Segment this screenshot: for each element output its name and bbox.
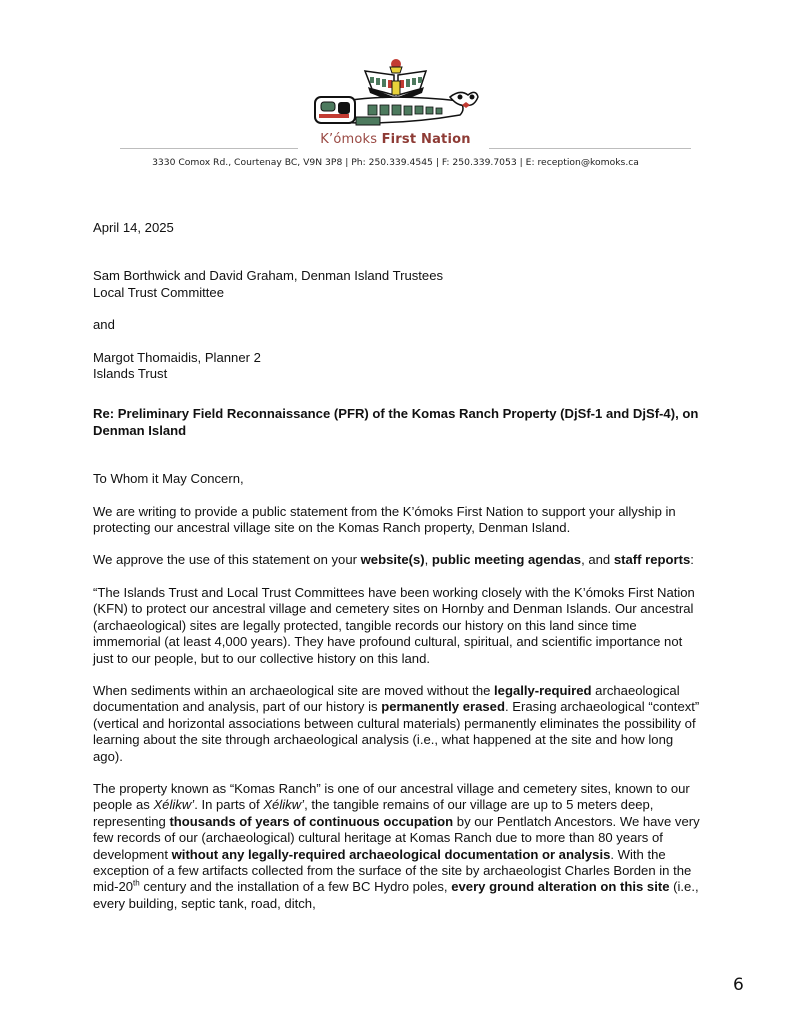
recipient-2-line-1: Margot Thomaidis, Planner 2 xyxy=(93,349,261,365)
emphasis-legally-required: legally-required xyxy=(494,682,592,698)
emphasis-every-ground-alteration: every ground alteration on this site xyxy=(451,879,670,895)
organization-name xyxy=(0,132,791,147)
org-name-light: K’ómoks xyxy=(320,132,378,147)
emphasis-without-documentation: without any legally-required archaeological documentation or analysis xyxy=(171,846,611,862)
paragraph-1: We are writing to provide a public statement from the K’ómoks First Nation to support your allyship in protecting our ancestral village site on the Komas Ranch property, Denman Island. xyxy=(93,503,676,536)
subject-text: Re: Preliminary Field Reconnaissance (PFR) of the Komas Ranch Property (DjSf-1 and DjSf-4), on Denman Island xyxy=(93,406,699,438)
emphasis-staff-reports: staff reports xyxy=(613,552,691,568)
header-rule-right xyxy=(489,148,691,149)
contact-line: 3330 Comox Rd., Courtenay BC, V9N 3P8 | Ph: 250.339.4545 | F: 250.339.7053 | E: reception@komoks.ca xyxy=(152,157,639,168)
letter-body xyxy=(93,220,703,912)
recipient-2-line-2: Islands Trust xyxy=(93,366,168,382)
recipient-1-line-2: Local Trust Committee xyxy=(93,284,224,300)
emphasis-permanently-erased: permanently erased xyxy=(381,699,505,715)
emphasis-continuous-occupation: thousands of years of continuous occupation xyxy=(169,813,454,829)
paragraph-5: The property known as “Komas Ranch” is one of our ancestral village and cemetery sites, known to our people as Xélikw’. In parts of Xélikw’, the tangible remains of our village are up to 5 meters deep, representing thousands of years of continuous occupation by our Pentlatch Ancestors. We have very few records of our (archaeological) cultural heritage at Komas Ranch due to more than 80 years of development without any legally-required archaeological documentation or analysis. With the exception of a few artifacts collected from the surface of the site by archaeologist Charles Borden in the mid-20th century and the installation of a few BC Hydro poles, every ground alteration on this site (i.e., every building, septic tank, road, ditch, xyxy=(93,780,700,911)
subject-line xyxy=(93,406,703,439)
salutation: To Whom it May Concern, xyxy=(93,471,244,487)
emphasis-websites: website(s) xyxy=(360,552,425,568)
recipient-1-line-1: Sam Borthwick and David Graham, Denman Island Trustees xyxy=(93,268,444,284)
conjunction: and xyxy=(93,317,115,333)
page-number: 6 xyxy=(733,975,744,995)
place-name-xelikw: Xélikw’ xyxy=(263,797,305,813)
komoks-logo-icon xyxy=(310,55,480,130)
org-name-bold: First Nation xyxy=(381,132,471,147)
letter-date: April 14, 2025 xyxy=(93,220,174,235)
header-rule-left xyxy=(120,148,298,149)
letterhead xyxy=(0,0,791,175)
paragraph-2: We approve the use of this statement on your website(s), public meeting agendas, and staff reports: xyxy=(93,552,694,568)
paragraph-3: “The Islands Trust and Local Trust Committees have been working closely with the K’ómoks First Nation (KFN) to protect our ancestral village and cemetery sites on Hornby and Denman Islands. Our ancestral (archaeological) sites are legally protected, tangible records our history on this land since time immemorial (at least 4,000 years). They have profound cultural, spiritual, and scientific importance not just to our people, but to our collective history on this land. xyxy=(93,584,695,666)
paragraph-4: When sediments within an archaeological site are moved without the legally-required archaeological documentation and analysis, part of our history is permanently erased. Erasing archaeological “context” (vertical and horizontal associations between cultural materials) permanently eliminates the possibility of learning about the site through archaeological analysis (i.e., what happened at the site and how long ago). xyxy=(93,682,700,764)
emphasis-agendas: public meeting agendas xyxy=(431,552,582,568)
place-name-xelikw: Xélikw’ xyxy=(153,797,195,813)
